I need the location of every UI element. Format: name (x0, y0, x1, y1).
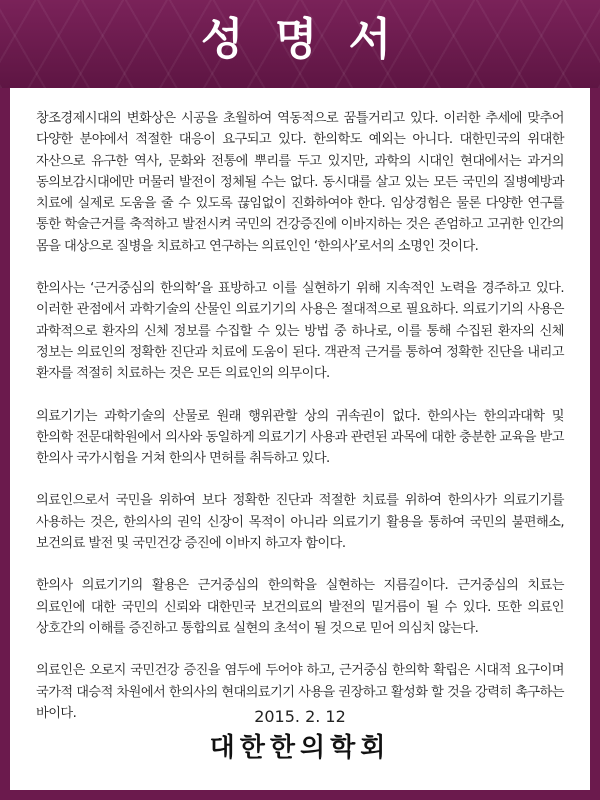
paragraph-4: 의료인으로서 국민을 위하여 보다 정확한 진단과 적절한 치료를 위하여 한의사가 의료기기를 사용하는 것은, 한의사의 권익 신장이 목적이 아니라 의료기기 활용을 통하여 국민의 불편해소, 보건의료 발전 및 국민건강 증진에 이바지 하고자 함이다. (36, 493, 564, 552)
paragraph-2: 한의사는 ‘근거중심의 한의학’을 표방하고 이를 실현하기 위해 지속적인 노력을 경주하고 있다. 이러한 관점에서 과학기술의 산물인 의료기기의 사용은 절대적으로 필요하다. 의료기기의 사용은 과학적으로 환자의 신체 정보를 수집할 수 있는 방법 중 하나로, 이를 통해 수집된 환자의 신체 정보는 의료인의 정확한 진단과 치료에 도움이 된다. 객관적 근거를 통하여 정확한 진단을 내리고 환자를 적절히 치료하는 것은 모든 의료인의 의무이다. (36, 281, 564, 382)
page-title: 성 명 서 (200, 14, 400, 65)
paragraph-6: 의료인은 오로지 국민건강 증진을 염두에 두어야 하고, 근거중심 한의학 확립은 시대적 요구이며 국가적 대승적 차원에서 한의사의 현대의료기기 사용을 권장하고 활성화 할 것을 강력히 촉구하는 바이다. (36, 663, 564, 721)
paragraph-1: 창조경제시대의 변화상은 시공을 초월하여 역동적으로 꿈틀거리고 있다. 이러한 추세에 맞추어 다양한 분야에서 적절한 대응이 요구되고 있다. 한의학도 예외는 아니다. 대한민국의 위대한 자산으로 유구한 역사, 문화와 전통에 뿌리를 두고 있지만, 과학의 시대인 현대에서는 과거의 동의보감시대에만 머물러 발전이 정체될 수는 없다. 동시대를 살고 있는 모든 국민의 질병예방과 치료에 실제로 도움을 줄 수 있도록 끊임없이 진화하여야 한다. 임상경험은 물론 다양한 연구를 통한 학술근거를 축적하고 발전시켜 국민의 건강증진에 이바지하는 것은 존엄하고 고귀한 인간의 몸을 대상으로 질병을 치료하고 연구하는 의료인인 ‘한의사’로서의 소명인 것이다. (36, 111, 564, 254)
statement-date: 2015. 2. 12 (254, 707, 346, 726)
organization-name: 대한한의학회 (209, 733, 391, 763)
paragraph-3: 의료기기는 과학기술의 산물로 원래 행위관할 상의 귀속권이 없다. 한의사는 한의과대학 및 한의학 전문대학원에서 의사와 동일하게 의료기기 사용과 관련된 과목에 대한 충분한 교육을 받고 한의사 국가시험을 거쳐 한의사 면허를 취득하고 있다. (36, 408, 564, 467)
paragraph-5: 한의사 의료기기의 활용은 근거중심의 한의학을 실현하는 지름길이다. 근거중심의 치료는 의료인에 대한 국민의 신뢰와 대한민국 보건의료의 발전의 밑거름이 될 수 있다. 또한 의료인 상호간의 이해를 증진하고 통합의료 실현의 초석이 될 것으로 믿어 의심치 않는다. (36, 578, 564, 636)
statement-body (10, 88, 590, 790)
header-banner (0, 0, 600, 88)
